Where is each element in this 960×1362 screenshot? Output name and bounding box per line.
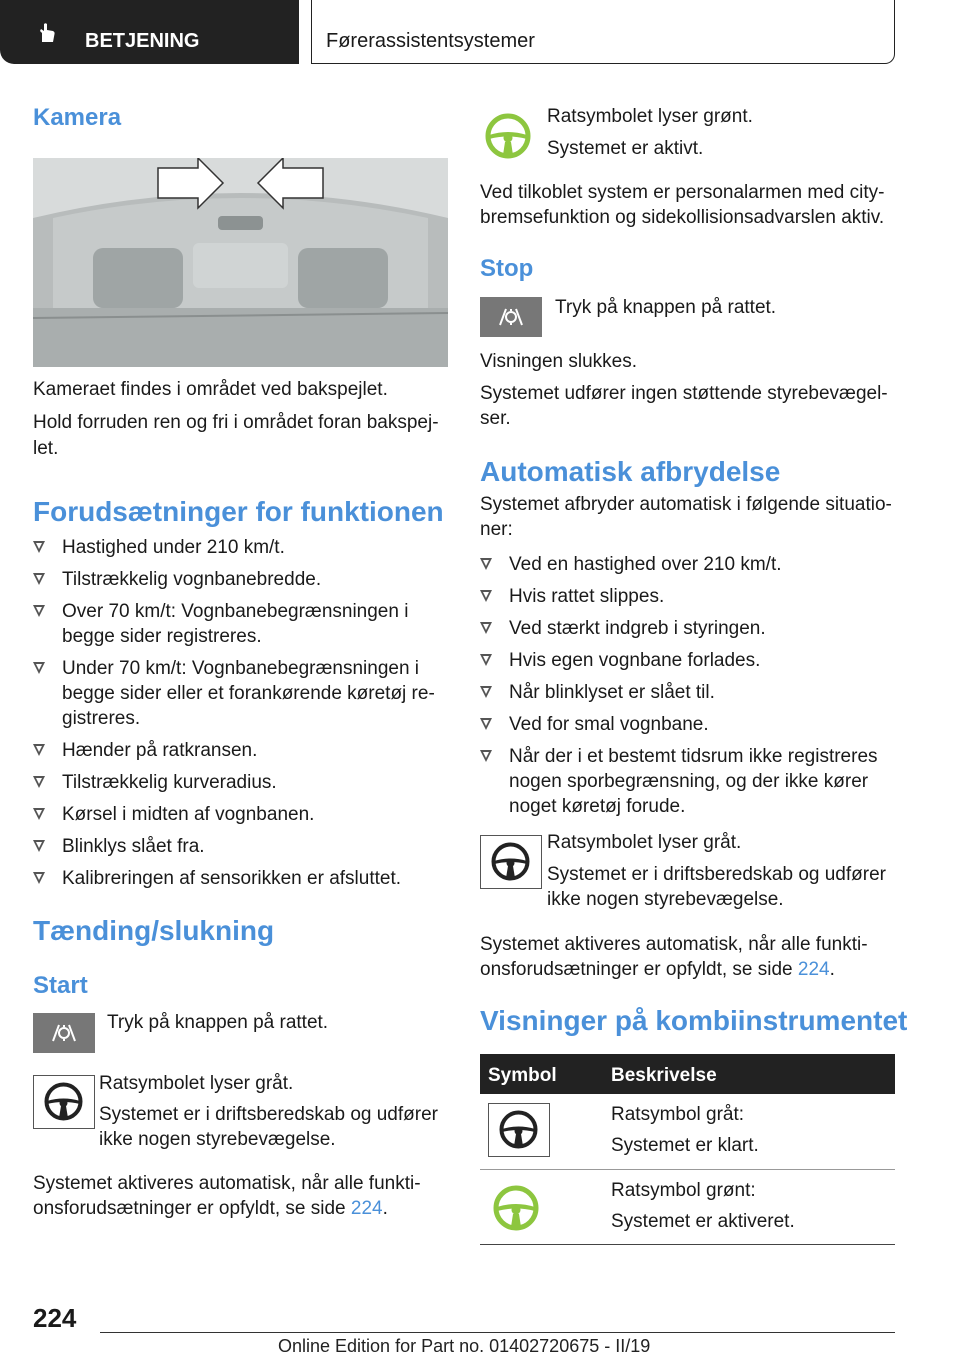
- header-chapter-tab: [311, 0, 895, 64]
- grey-symbol-text-1: Ratsymbolet lyser gråt.: [99, 1073, 294, 1094]
- list-item: Ved en hastighed over 210 km/t.: [480, 552, 895, 577]
- camera-interior-image: [33, 158, 448, 367]
- stop-paragraph-2-line-2: ser.: [480, 408, 511, 429]
- list-item: Ved for smal vognbane.: [480, 712, 895, 737]
- list-item: Hvis egen vognbane forlades.: [480, 648, 895, 673]
- table-row-divider: [480, 1169, 895, 1170]
- stop-heading: Stop: [480, 255, 534, 282]
- column-header-symbol: Symbol: [488, 1065, 557, 1086]
- bullet-triangle-icon: [480, 590, 492, 602]
- list-item: Tilstrækkelig vognbanebredde.: [33, 567, 448, 592]
- section-label: BETJENING: [85, 30, 200, 52]
- grey-symbol-text-3: ikke nogen styrebevægelse.: [99, 1129, 336, 1150]
- auto-activate-line-2: onsforudsætninger er opfyldt, se side 224.: [480, 959, 835, 980]
- steering-wheel-grey-symbol: [33, 1075, 95, 1129]
- list-item: Hastighed under 210 km/t.: [33, 535, 448, 560]
- start-button-text: Tryk på knappen på rattet.: [107, 1012, 329, 1033]
- bullet-triangle-icon: [33, 872, 45, 884]
- hand-pointer-icon: [36, 22, 58, 44]
- table-row-2-text-2: Systemet er aktiveret.: [611, 1211, 795, 1232]
- steering-wheel-green-icon: [488, 1180, 550, 1234]
- bullet-triangle-icon: [480, 622, 492, 634]
- green-symbol-text-1: Ratsymbolet lyser grønt.: [547, 106, 753, 127]
- steering-wheel-green-symbol: [488, 1180, 550, 1234]
- list-item: Hænder på ratkransen.: [33, 738, 448, 763]
- bullet-triangle-icon: [480, 686, 492, 698]
- list-item: Kørsel i midten af vognbanen.: [33, 802, 448, 827]
- bullet-triangle-icon: [480, 750, 492, 762]
- page-link[interactable]: 224: [350, 1198, 383, 1219]
- page-link[interactable]: 224: [797, 959, 830, 980]
- kamera-heading: Kamera: [33, 104, 122, 131]
- grey-symbol-text-2: Systemet er i driftsberedskab og udfører: [99, 1104, 438, 1125]
- prerequisites-heading: Forudsætninger for funktionen: [33, 496, 444, 527]
- auto-interrupt-line-2: ner:: [480, 519, 513, 540]
- bullet-triangle-icon: [480, 558, 492, 570]
- steering-button-symbol: [33, 1013, 95, 1053]
- bullet-triangle-icon: [33, 744, 45, 756]
- bullet-triangle-icon: [33, 808, 45, 820]
- bullet-triangle-icon: [33, 573, 45, 585]
- stop-paragraph-1: Visningen slukkes.: [480, 351, 638, 372]
- table-row-1-text-2: Systemet er klart.: [611, 1135, 759, 1156]
- auto-activate-line-1: Systemet aktiveres automatisk, når alle funkti-: [33, 1173, 421, 1194]
- table-row-2-text-1: Ratsymbol grønt:: [611, 1180, 756, 1201]
- auto-interrupt-line-1: Systemet afbryder automatisk i følgende situatio-: [480, 494, 892, 515]
- auto-activate-line-2: onsforudsætninger er opfyldt, se side 224.: [33, 1198, 388, 1219]
- table-header: [480, 1054, 895, 1094]
- kamera-paragraph-1: Kameraet findes i området ved bakspejlet.: [33, 379, 388, 400]
- bullet-triangle-icon: [33, 605, 45, 617]
- list-item: Hvis rattet slippes.: [480, 584, 895, 609]
- lane-assist-icon: [33, 1013, 95, 1053]
- list-item: Ved stærkt indgreb i styringen.: [480, 616, 895, 641]
- list-item: Kalibreringen af sensorikken er afsluttet.: [33, 866, 448, 891]
- bullet-triangle-icon: [480, 654, 492, 666]
- grey-symbol-text-1: Ratsymbolet lyser gråt.: [547, 832, 742, 853]
- steering-wheel-grey-symbol: [488, 1103, 550, 1157]
- steering-wheel-icon: [34, 1076, 93, 1127]
- active-info-line-2: bremsefunktion og sidekollisionsadvarslen aktiv.: [480, 207, 885, 228]
- bullet-triangle-icon: [33, 776, 45, 788]
- column-header-description: Beskrivelse: [611, 1065, 717, 1086]
- auto-activate-line-1: Systemet aktiveres automatisk, når alle funkti-: [480, 934, 868, 955]
- kamera-paragraph-2-line-2: let.: [33, 438, 59, 459]
- steering-wheel-icon: [481, 836, 540, 887]
- list-item: Når blinklyset er slået til.: [480, 680, 895, 705]
- header-section-tab: [0, 0, 299, 64]
- list-item: Over 70 km/t: Vognbanebegrænsningen i begge sider registreres.: [33, 599, 448, 649]
- bullet-triangle-icon: [33, 840, 45, 852]
- bullet-triangle-icon: [33, 662, 45, 674]
- stop-paragraph-2-line-1: Systemet udfører ingen støttende styrebevægel-: [480, 383, 888, 404]
- list-item: Blinklys slået fra.: [33, 834, 448, 859]
- ignition-heading: Tænding/slukning: [33, 915, 275, 946]
- grey-symbol-text-2: Systemet er i driftsberedskab og udfører: [547, 864, 886, 885]
- steering-wheel-grey-symbol: [480, 835, 542, 889]
- kamera-paragraph-2-line-1: Hold forruden ren og fri i området foran bakspej-: [33, 412, 439, 433]
- green-symbol-text-2: Systemet er aktivt.: [547, 138, 704, 159]
- page-number: 224: [33, 1303, 77, 1333]
- table-row-1-text-1: Ratsymbol gråt:: [611, 1104, 745, 1125]
- cluster-display-heading: Visninger på kombiinstrumentet: [480, 1005, 908, 1036]
- start-heading: Start: [33, 972, 88, 999]
- auto-interrupt-heading: Automatisk afbrydelse: [480, 456, 781, 487]
- list-item: Tilstrækkelig kurveradius.: [33, 770, 448, 795]
- chapter-label: Førerassistentsystemer: [326, 30, 535, 52]
- lane-assist-icon: [480, 297, 542, 337]
- steering-wheel-icon: [489, 1104, 548, 1155]
- stop-button-text: Tryk på knappen på rattet.: [555, 297, 777, 318]
- list-item: Under 70 km/t: Vognbanebegrænsningen i begge sider eller et forankørende køretøj re- gistreres.: [33, 656, 448, 731]
- bullet-triangle-icon: [480, 718, 492, 730]
- steering-button-symbol: [480, 297, 542, 337]
- footer-rule: [100, 1332, 895, 1333]
- active-info-line-1: Ved tilkoblet system er personalarmen med city-: [480, 182, 885, 203]
- list-item: Når der i et bestemt tidsrum ikke registreres nogen sporbegrænsning, og der ikke kører noget køretøj forude.: [480, 744, 895, 819]
- steering-wheel-green-icon: [480, 108, 542, 162]
- grey-symbol-text-3: ikke nogen styrebevægelse.: [547, 889, 784, 910]
- bullet-triangle-icon: [33, 541, 45, 553]
- steering-wheel-green-symbol: [480, 108, 542, 162]
- edition-text: Online Edition for Part no. 01402720675 - II/19: [278, 1336, 651, 1356]
- table-bottom-rule: [480, 1244, 895, 1245]
